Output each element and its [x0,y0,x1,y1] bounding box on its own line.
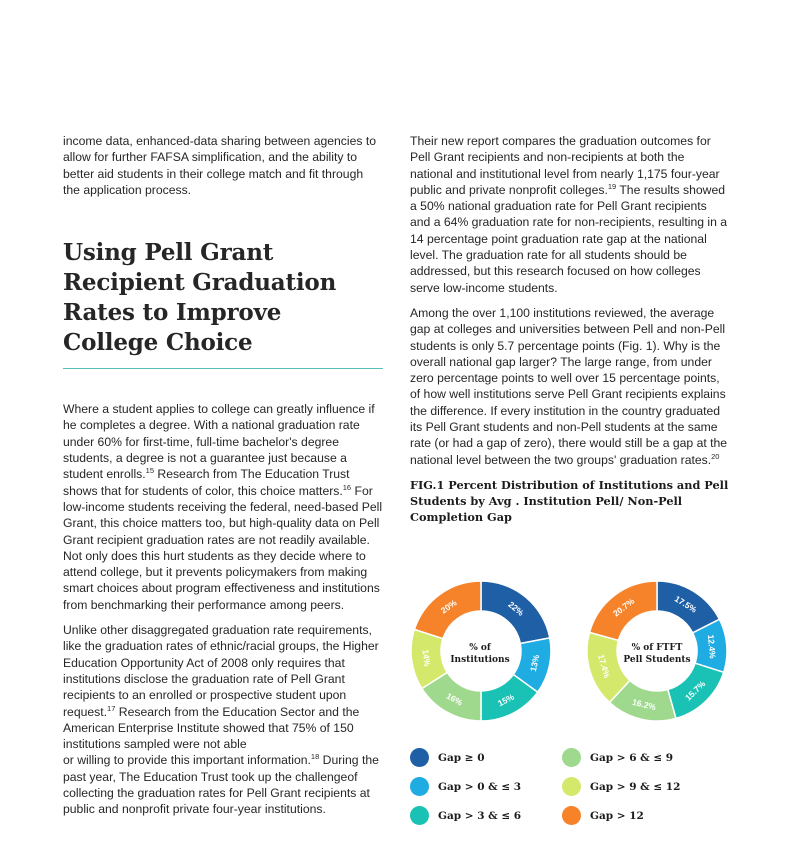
legend-swatch [410,777,429,796]
intro-paragraph: income data, enhanced-data sharing between agencies to allow for further FAFSA simplification, and the ability to better aid students in their college match and fit through the application process. [63,134,377,197]
para-text: Where a student applies to college can greatly influence if he completes a degree. With a national graduation rate under 60% for first-time, full-time bachelor's degree students, a degree is not a guarantee just because a student enrolls. [63,402,375,482]
center-label-line: % of FTFT [631,643,683,653]
legend-label: Gap > 3 & ≤ 6 [438,809,522,822]
donut-slice-label: 16% [444,690,465,708]
para-text: For low-income students receiving the federal, need-based Pell Grant, this choice matters too, but high-quality data on Pell Grant recipient graduation rates are not readily available. Not only does this hurt students as they decide where to attend college, but it prevents policymakers from making smart choices about program effectiveness and institutions from benchmarking their performance among peers. [63,483,383,612]
center-label-line: Pell Students [623,655,691,665]
legend-item [410,806,521,825]
legend-swatch [562,806,581,825]
legend-item [562,777,680,796]
para-text: During the past year, The Education Trust took up the challengeof collecting the graduation rates for Pell Grant recipients at public and nonprofit private four-year institutions. [63,753,379,817]
para-text: Research from The Education Trust shows that for students of color, this choice matters. [63,467,350,498]
legend-swatch [562,777,581,796]
legend-swatch [410,748,429,767]
legend-label: Gap ≥ 0 [438,751,485,764]
center-label-line: % of [469,643,491,653]
legend-label: Gap > 9 & ≤ 12 [590,780,681,793]
para-text: The results showed a 50% national graduation rate for Pell Grant recipients and a 64% graduation rate for non-recipients, resulting in a 14 percentage point graduation rate gap at the national level. The graduation rate for all students should be addressed, but this research focused on how colleges serve low-income students. [410,182,728,295]
legend-item [562,806,644,825]
donut-slice-label: 15.7% [683,678,708,703]
footnote-ref: 15 [145,466,154,476]
para-text: Their new report compares the graduation outcomes for Pell Grant recipients and non-recipients at both the national and institutional level from nearly 1,175 four-year public and private nonprofit colleges. [410,134,720,197]
donut-slice-label: 17.4% [595,653,613,680]
legend-item [562,748,673,767]
legend-label: Gap > 6 & ≤ 9 [590,751,674,764]
legend-label: Gap > 0 & ≤ 3 [438,780,522,793]
footnote-ref: 20 [711,451,720,461]
donut-slice-label: 15% [496,691,516,709]
para-text: Research from the Education Sector and the American Enterprise Institute showed that 75% of 150 institutions sampled were not able [63,704,360,752]
footnote-ref: 17 [107,703,116,713]
donut-slice-label: 20.7% [611,595,637,619]
footnote-ref: 16 [342,482,352,492]
legend-swatch [562,748,581,767]
donut-slice-label: 16.2% [631,696,658,713]
legend-item [410,748,485,767]
legend-swatch [410,806,429,825]
donut-slice-label: 13% [527,653,542,673]
para-text: Among the over 1,100 institutions reviewed, the average gap at colleges and universities between Pell and non-Pell students is only 5.7 percentage points (Fig. 1). Why is the overall national gap larger? The large range, from under zero percentage points to well over 15 percentage points, of how well institutions serve Pell Grant recipients explains the difference. If every institution in the country graduated its Pell Grant students and non-Pell students at the same rate (or had a gap of zero), there would still be a gap at the national level between the two groups' graduation rates. [410,305,728,467]
donut-slice-label: 20% [438,597,459,616]
para-text: or willing to provide this important information. [63,753,311,768]
footnote-ref: 18 [310,752,320,762]
donut-center-label-students [622,642,692,666]
footnote-ref: 19 [607,181,617,191]
legend-label: Gap > 12 [590,809,644,822]
para-text: Unlike other disaggregated graduation rate requirements, like the graduation rates of ethnic/racial groups, the Higher Education Opportunity Act of 2008 only requires that institutions disclose the graduation rate of Pell Grant recipients to an enrolled or prospective student upon request. [63,623,379,719]
section-heading: Using Pell Grant Recipient Graduation Rates to Improve College Choice [63,239,337,357]
donut-slice-label: 12.4% [705,634,718,660]
donut-slice-label: 14% [420,648,433,667]
donut-center-label-institutions [445,642,515,666]
figure-title: FIG.1 Percent Distribution of Institutions and Pell Students by Avg . Institution Pell/ Non-Pell Completion Gap [410,477,729,524]
center-label-line: Institutions [450,655,510,665]
donut-slice-label: 22% [506,599,526,618]
donut-slice-label: 17.5% [672,593,699,615]
legend-item [410,777,521,796]
